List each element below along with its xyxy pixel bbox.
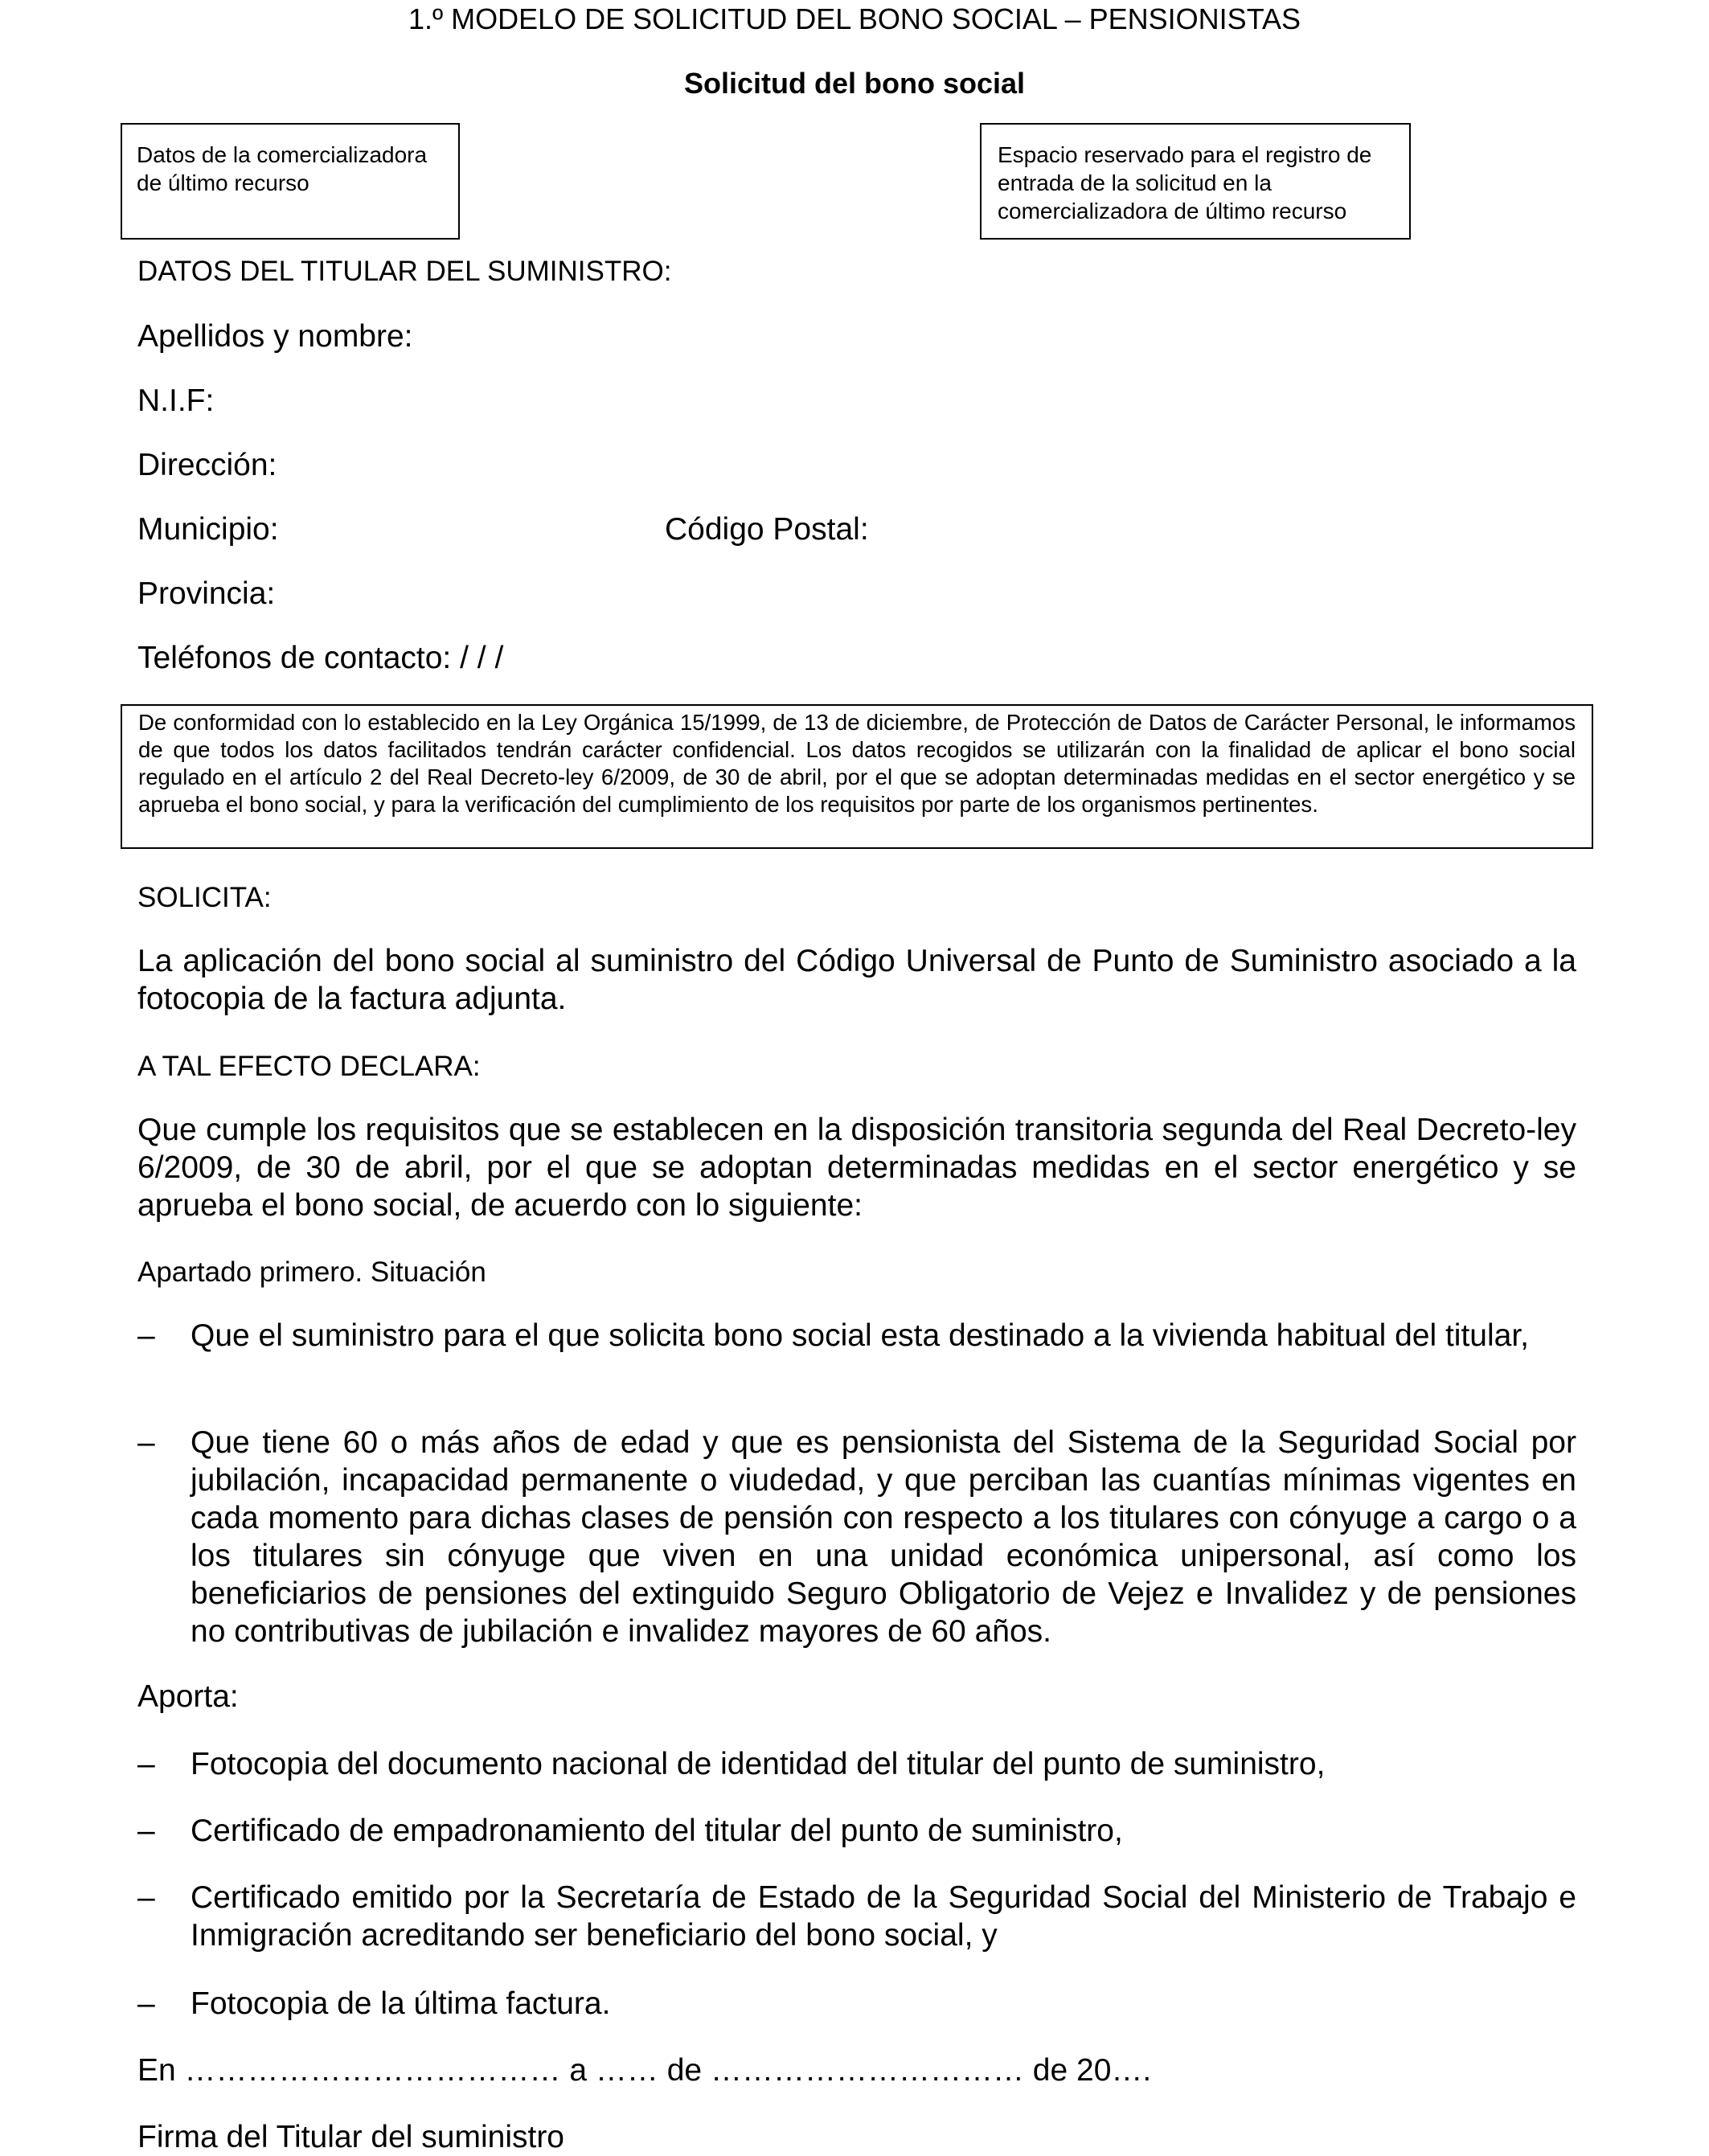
aporta-item [137, 1879, 1576, 1954]
postal-code-field-label: Código Postal: [665, 512, 869, 547]
signature-label: Firma del Titular del suministro [137, 2120, 564, 2154]
situacion-item [137, 1424, 1576, 1650]
aporta-item-text: Certificado de empadronamiento del titular del punto de suministro, [191, 1814, 1123, 1848]
retailer-data-box [121, 123, 460, 240]
declara-text: Que cumple los requisitos que se establecen en la disposición transitoria segunda del Real Decreto-ley 6/2009, de 30 de abril, por el que se adoptan determinadas medidas en el sector energético y se aprueba el bono social, de acuerdo con lo siguiente: [137, 1113, 1576, 1223]
dash-bullet: – [137, 1986, 155, 2021]
aporta-item-text: Certificado emitido por la Secretaría de Estado de la Seguridad Social del Ministerio de Trabajo e Inmigración acreditando ser beneficiario del bono social, y [191, 1880, 1576, 1953]
dash-bullet: – [137, 1814, 155, 1848]
apartado-heading: Apartado primero. Situación [137, 1256, 486, 1288]
aporta-heading: Aporta: [137, 1679, 239, 1714]
solicita-text: La aplicación del bono social al suministro del Código Universal de Punto de Suministro asociado a la fotocopia de la factura adjunta. [137, 944, 1576, 1016]
dash-bullet: – [137, 1747, 155, 1781]
aporta-item-text: Fotocopia del documento nacional de identidad del titular del punto de suministro, [191, 1747, 1326, 1781]
declara-heading: A TAL EFECTO DECLARA: [137, 1051, 481, 1082]
titular-section-heading: DATOS DEL TITULAR DEL SUMINISTRO: [137, 256, 672, 287]
aporta-item [137, 1745, 1576, 1783]
registry-stamp-label: Espacio reservado para el registro de entrada de la solicitud en la comercializadora de último recurso [998, 142, 1372, 223]
situacion-item-text: Que tiene 60 o más años de edad y que es pensionista del Sistema de la Seguridad Social por jubilación, incapacidad permanente o viudedad, y que perciban las cuantías mínimas vigentes en cada momento para dichas clases de pensión con respecto a los titulares con cónyuge a cargo o a los titulares sin cónyuge que viven en una unidad económica unipersonal, así como los beneficiarios de pensiones del extinguido Seguro Obligatorio de Vejez e Invalidez y de pensiones no contributivas de jubilación e invalidez mayores de 60 años. [191, 1425, 1576, 1649]
retailer-data-label: Datos de la comercializadora de último recurso [137, 142, 428, 195]
form-subtitle: Solicitud del bono social [683, 67, 1026, 100]
address-field-label: Dirección: [137, 448, 277, 482]
phones-field-label: Teléfonos de contacto: / / / [137, 641, 504, 675]
aporta-item [137, 1812, 1576, 1850]
aporta-item [137, 1985, 1576, 2023]
province-field-label: Provincia: [137, 576, 276, 611]
situacion-item-text: Que el suministro para el que solicita bono social esta destinado a la vivienda habitual del titular, [191, 1318, 1530, 1353]
name-field-label: Apellidos y nombre: [137, 319, 413, 354]
place-date-line: En ……………………………… a …… de ………………………… de 20…. [137, 2053, 1152, 2088]
registry-stamp-box [980, 123, 1411, 240]
solicita-heading: SOLICITA: [137, 882, 272, 913]
privacy-notice-box [121, 704, 1593, 849]
municipality-field-label: Municipio: [137, 512, 279, 547]
aporta-item-text: Fotocopia de la última factura. [191, 1986, 611, 2021]
situacion-item [137, 1317, 1576, 1355]
dash-bullet: – [137, 1318, 155, 1353]
dash-bullet: – [137, 1880, 155, 1915]
document-title: 1.º MODELO DE SOLICITUD DEL BONO SOCIAL – PENSIONISTAS [408, 2, 1301, 35]
dash-bullet: – [137, 1425, 155, 1460]
nif-field-label: N.I.F: [137, 383, 215, 418]
privacy-notice-text: De conformidad con lo establecido en la Ley Orgánica 15/1999, de 13 de diciembre, de Protección de Datos de Carácter Personal, le informamos de que todos los datos facilitados tendrán carácter confidencial. Los datos recogidos se utilizarán con la finalidad de aplicar el bono social regulado en el artículo 2 del Real Decreto-ley 6/2009, de 30 de abril, por el que se adoptan determinadas medidas en el sector energético y se aprueba el bono social, y para la verificación del cumplimiento de los requisitos por parte de los organismos pertinentes. [138, 710, 1576, 817]
